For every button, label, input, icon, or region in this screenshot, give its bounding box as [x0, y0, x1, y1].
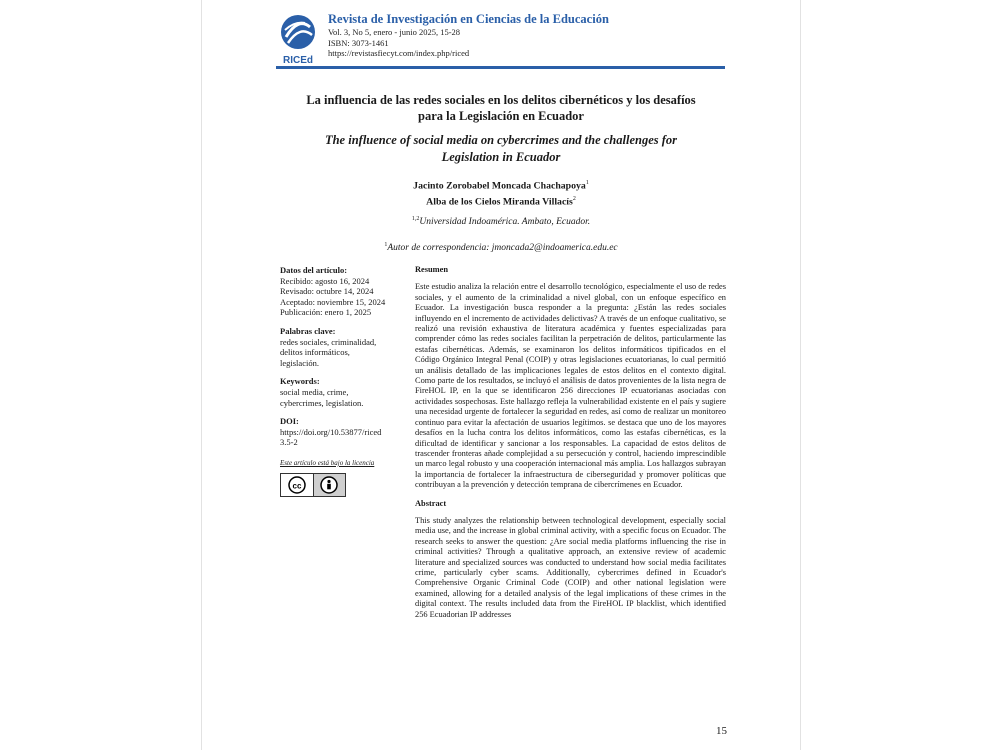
journal-url[interactable]: https://revistasfiecyt.com/index.php/riced	[328, 48, 470, 59]
author-name: Jacinto Zorobabel Moncada Chachapoya	[413, 180, 586, 192]
keywords-en-heading: Keywords:	[280, 376, 320, 387]
correspondence-sup: 1	[384, 242, 388, 248]
correspondence	[262, 242, 740, 253]
affiliation-sup: 1,2	[411, 216, 420, 222]
author-name: Alba de los Cielos Miranda Villacís	[426, 196, 573, 208]
doi-block	[280, 416, 408, 448]
date-line: Revisado: octubre 14, 2024	[280, 286, 374, 297]
title-spanish-line: La influencia de las redes sociales en los delitos cibernéticos y los desafíos	[306, 93, 696, 107]
paper-page	[201, 0, 801, 750]
abstract-column	[415, 265, 726, 628]
keyword-line: redes sociales, criminalidad,	[280, 336, 377, 347]
article-sidebar	[280, 265, 408, 497]
keyword-line: legislación.	[280, 357, 319, 368]
abstract-heading: Abstract	[415, 498, 447, 508]
keywords-spanish	[280, 326, 408, 368]
date-line: Publicación: enero 1, 2025	[280, 307, 372, 318]
logo-wordmark: RICEd	[283, 55, 313, 65]
author	[262, 177, 740, 193]
author	[262, 193, 740, 209]
keyword-line: cybercrimes, legislation.	[280, 397, 364, 408]
doi-link-cont[interactable]: 3.5-2	[280, 437, 298, 448]
journal-volume: Vol. 3, No 5, enero - junio 2025, 15-28	[328, 27, 461, 37]
keyword-line: delitos informáticos,	[280, 347, 350, 358]
journal-issn: ISBN: 3073-1461	[328, 37, 389, 48]
doi-link[interactable]: https://doi.org/10.53877/riced	[280, 426, 382, 437]
journal-header	[328, 12, 609, 59]
journal-title: Revista de Investigación en Ciencias de la Educación	[328, 12, 609, 26]
doi-heading: DOI:	[280, 416, 299, 427]
svg-text:cc: cc	[292, 481, 302, 490]
keyword-line: social media, crime,	[280, 386, 349, 397]
title-english-line: The influence of social media on cybercrimes and the challenges for	[324, 133, 678, 147]
creative-commons-by-icon[interactable]	[280, 473, 346, 497]
keywords-english	[280, 376, 408, 408]
date-line: Recibido: agosto 16, 2024	[280, 275, 370, 286]
title-spanish-line: para la Legislación en Ecuador	[418, 109, 584, 123]
dates-heading: Datos del artículo:	[280, 265, 348, 275]
riced-logo	[277, 13, 319, 65]
keywords-es-heading: Palabras clave:	[280, 325, 336, 336]
title-english	[262, 132, 740, 166]
cc-icon	[281, 474, 313, 496]
resumen-body: Este estudio analiza la relación entre el desarrollo tecnológico, especialmente el uso de redes sociales, y el aumento de la criminalidad a nivel global, con un enfoque específico en Ecuador. La investigación busca responder a la pregunta: ¿Están las redes sociales influyendo en el incremento de actividades delictivas? A través de un enfoque cualitativo, se realizó una revisión exhaustiva de literatura académica y fuentes especializadas para comprender cómo las redes sociales facilitan la perpetración de delitos, particularmente las estafas cibernéticas. Además, se examinaron los delitos informáticos tipificados en el Código Orgánico Integral Penal (COIP) y otras legislaciones ecuatorianas, lo cual permitió un análisis detallado de las implicaciones legales de estos delitos en el contexto digital. Como parte de los resultados, se incluyó el análisis de datos provenientes de la lista negra de FireHOL IP, en la que se identificaron 256 direcciones IP ecuatorianas asociadas con actividades sospechosas. Este hallazgo refleja la vulnerabilidad existente en el país y sugiere una necesidad urgente de fortalecer la seguridad en redes, así como de realizar un monitoreo continuo para evitar la afectación de usuarios legítimos. se destaca que uno de los mayores desafíos en la lucha contra los delitos informáticos, como las estafas cibernéticas, es la dificultad de identificar y sancionar a los responsables. La capacidad de estos delitos de trascender fronteras añade complejidad a su persecución y control, haciendo imprescindible un marco legal robusto y una cooperación internacional más amplia. Los hallazgos subrayan la importancia de fortalecer la infraestructura de ciberseguridad y promover políticas que contribuyan a la prevención y detección temprana de cibercrímenes en Ecuador.	[415, 282, 726, 490]
header-divider	[276, 66, 725, 69]
correspondence-text: Autor de correspondencia: jmoncada2@indoamerica.edu.ec	[387, 243, 618, 254]
author-sup: 1	[585, 180, 589, 186]
title-spanish	[262, 92, 740, 124]
author-sup: 2	[572, 195, 576, 202]
author-list	[262, 177, 740, 209]
title-english-line: Legislation in Ecuador	[441, 150, 561, 164]
page-number: 15	[716, 725, 727, 737]
by-icon	[313, 474, 346, 496]
date-line: Aceptado: noviembre 15, 2024	[280, 296, 386, 307]
affiliation-text: Universidad Indoamérica. Ambato, Ecuador.	[419, 217, 591, 228]
affiliation	[262, 216, 740, 227]
resumen-heading: Resumen	[415, 265, 449, 274]
article-dates	[280, 265, 408, 318]
license-note[interactable]: Este artículo está bajo la licencia	[280, 458, 375, 467]
abstract-body: This study analyzes the relationship between technological development, especially social media use, and the increase in global criminal activity, with a specific focus on Ecuador. The research seeks to answer the question: ¿Are social media platforms influencing the rise in criminal activities? Through a qualitative approach, an extensive review of academic literature and specialized sources was conducted to understand how social media facilitates crime, particularly cyber scams. Additionally, cybercrimes defined in Ecuador's Comprehensive Organic Criminal Code (COIP) and other national legislation were examined, allowing for a detailed analysis of the legal implications of these crimes in the digital context. The results included data from the FireHOL IP blacklist, which identified 256 Ecuadorian IP addresses	[415, 515, 726, 619]
